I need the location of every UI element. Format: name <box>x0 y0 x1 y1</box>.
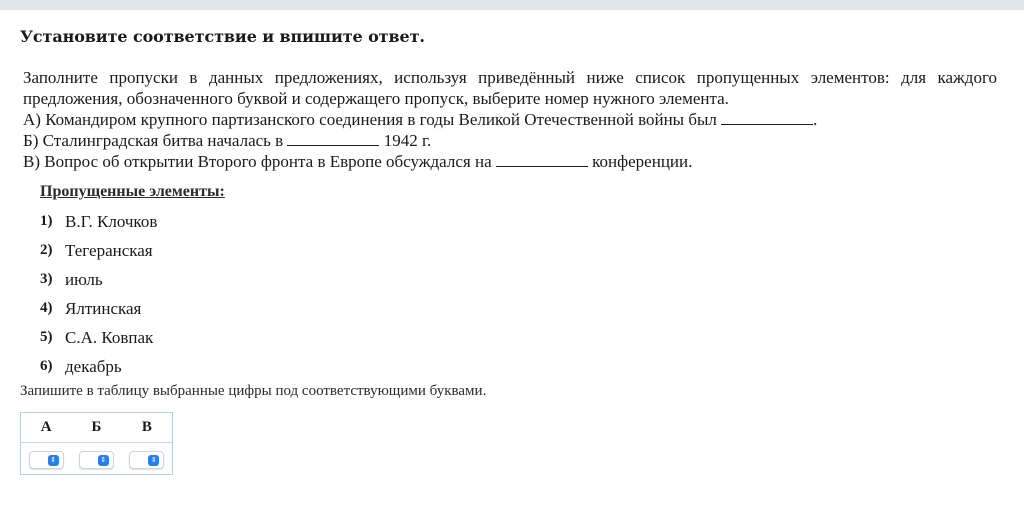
up-down-chevron-icon: ⇕ <box>98 455 109 466</box>
sentence-c <box>23 151 997 172</box>
task-text <box>23 67 997 172</box>
sentence-b-after: 1942 г. <box>379 131 432 150</box>
answer-cell-a <box>21 451 71 469</box>
answer-header-b: Б <box>91 419 102 435</box>
option-number: 6) <box>40 358 53 374</box>
option-number: 5) <box>40 329 53 345</box>
task-title: Установите соответствие и впишите ответ. <box>20 27 425 46</box>
up-down-chevron-icon: ⇕ <box>48 455 59 466</box>
blank-a <box>721 110 813 125</box>
answer-header-a: А <box>40 419 52 435</box>
list-item <box>40 207 157 236</box>
answer-select-b[interactable] <box>79 451 114 469</box>
answer-table <box>20 412 173 475</box>
answer-select-a[interactable] <box>29 451 64 469</box>
answer-cell-c <box>122 451 172 469</box>
blank-c <box>496 152 588 167</box>
task-intro: Заполните пропуски в данных предложениях, используя приведённый ниже список пропущенных элементов: для каждого предложения, обозначенного буквой и содержащего пропуск, выберите номер нужного элемента. <box>23 68 997 108</box>
sentence-b <box>23 130 997 151</box>
top-bar <box>0 0 1024 10</box>
option-text: В.Г. Клочков <box>65 211 158 231</box>
list-item <box>40 294 157 323</box>
sentence-c-after: конференции. <box>587 152 693 171</box>
list-item <box>40 265 157 294</box>
sentence-c-before: В) Вопрос об открытии Второго фронта в Европе обсуждался на <box>23 152 496 171</box>
option-number: 2) <box>40 242 53 258</box>
options-list <box>40 207 157 381</box>
option-text: декабрь <box>65 356 122 376</box>
sentence-b-before: Б) Сталинградская битва началась в <box>23 131 288 150</box>
answer-table-row <box>21 443 172 476</box>
blank-b <box>287 131 379 146</box>
sentence-a-before: А) Командиром крупного партизанского соединения в годы Великой Отечественной войны был <box>23 110 722 129</box>
option-number: 3) <box>40 271 53 287</box>
list-item <box>40 352 157 381</box>
option-text: июль <box>65 269 103 289</box>
answer-cell-b <box>71 451 121 469</box>
answer-header-c: В <box>141 419 152 435</box>
answer-instruction: Запишите в таблицу выбранные цифры под соответствующими буквами. <box>20 383 487 399</box>
list-item <box>40 236 157 265</box>
list-item <box>40 323 157 352</box>
option-text: Ялтинская <box>65 298 142 318</box>
missing-elements-title: Пропущенные элементы: <box>40 183 225 200</box>
up-down-chevron-icon: ⇕ <box>148 455 159 466</box>
sentence-a-after: . <box>813 110 818 129</box>
option-number: 4) <box>40 300 53 316</box>
option-number: 1) <box>40 213 53 229</box>
answer-table-header <box>21 413 172 443</box>
option-text: С.А. Ковпак <box>65 327 154 347</box>
answer-select-c[interactable] <box>129 451 164 469</box>
option-text: Тегеранская <box>65 240 153 260</box>
sentence-a <box>23 109 997 130</box>
